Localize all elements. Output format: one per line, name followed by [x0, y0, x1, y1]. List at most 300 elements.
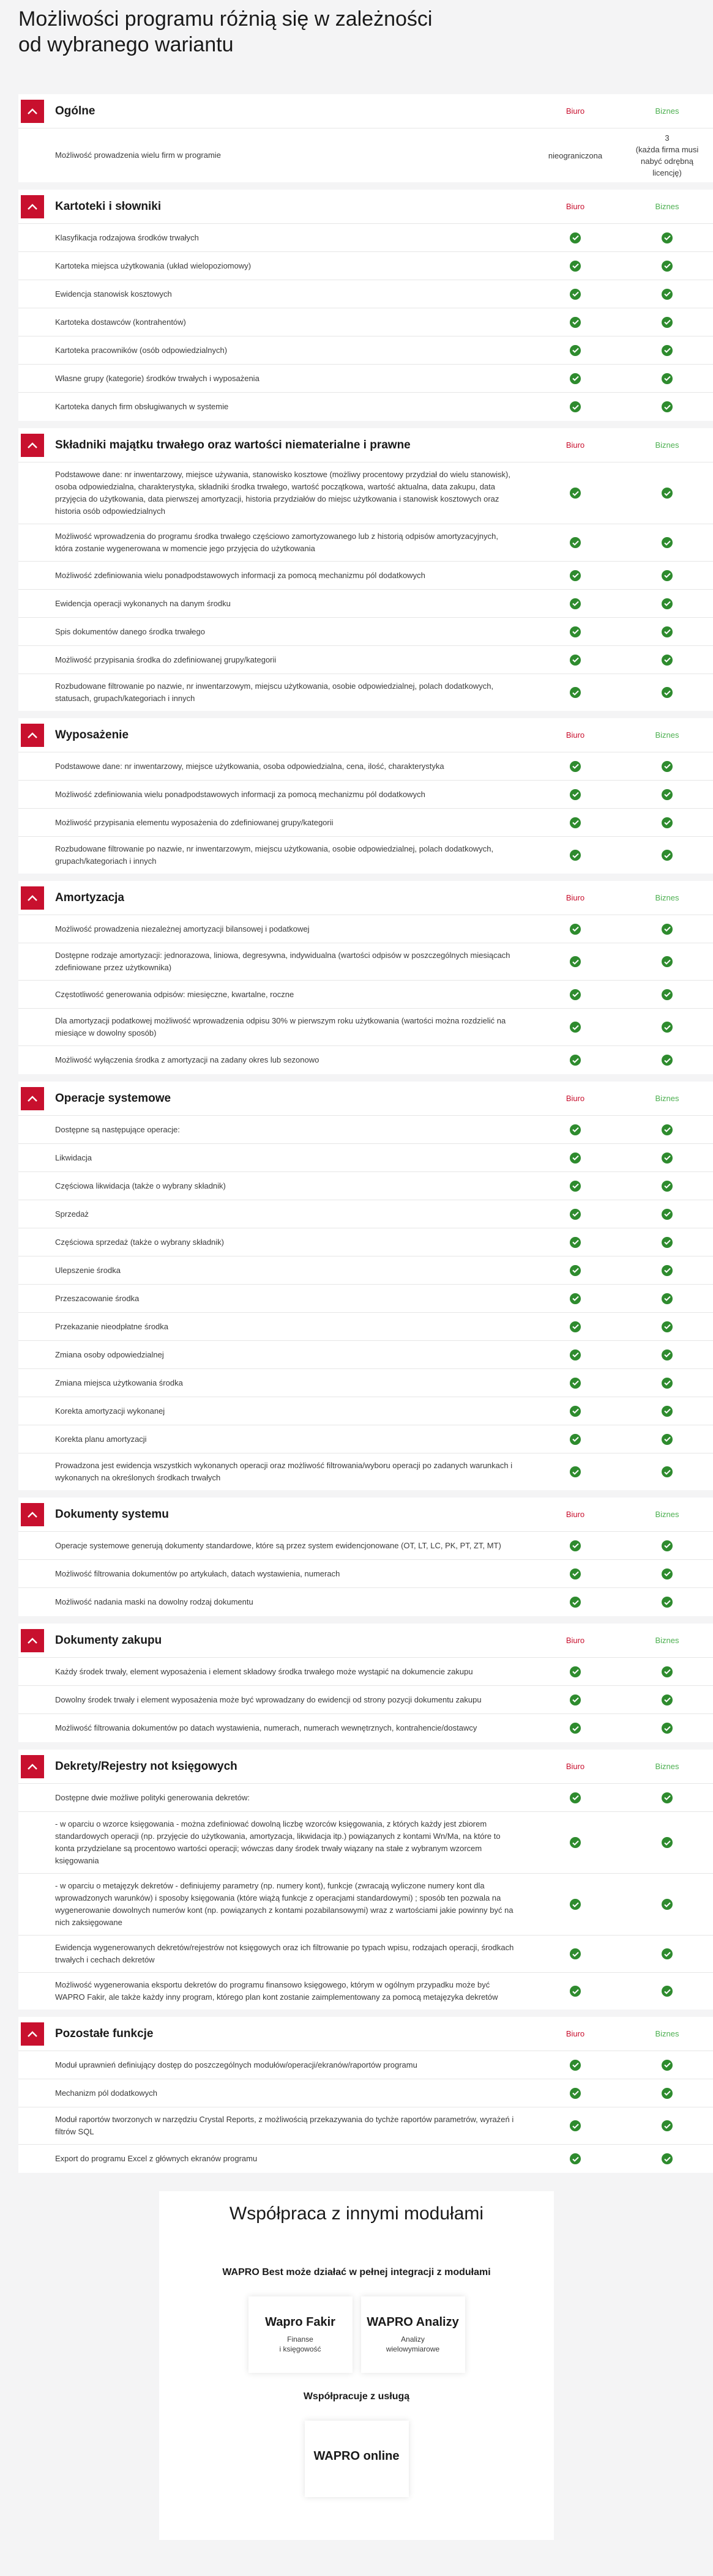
cell-biuro [529, 398, 621, 416]
check-circle-icon [662, 1022, 673, 1033]
column-header-biuro: Biuro [566, 2029, 585, 2038]
check-circle-icon [570, 655, 581, 666]
column-header-biznes: Biznes [655, 1094, 679, 1103]
chevron-up-icon[interactable] [21, 434, 44, 457]
value-biuro: nieograniczona [548, 150, 603, 160]
feature-row [18, 1256, 713, 1285]
feature-label: Dla amortyzacji podatkowej możliwość wprowadzenia odpisu 30% w pierwszym roku użytkowania (wartości można rozdzielić na miesiące w dowolny sposób) [55, 1016, 506, 1037]
module-card-description: Analizy wielowymiarowe [386, 2335, 440, 2353]
cell-biznes [621, 1318, 713, 1336]
feature-row [18, 252, 713, 280]
cell-biuro [529, 1149, 621, 1167]
check-circle-icon [662, 2153, 673, 2164]
cell-biznes [621, 1149, 713, 1167]
chevron-up-icon[interactable] [21, 1755, 44, 1778]
cell-biuro [529, 369, 621, 388]
feature-row [18, 224, 713, 252]
section-title: Ogólne [55, 104, 95, 117]
cell-biuro [529, 1895, 621, 1913]
feature-row [18, 1144, 713, 1172]
feature-section [18, 1498, 713, 1616]
check-circle-icon [570, 488, 581, 499]
feature-row [18, 646, 713, 674]
column-header-biuro: Biuro [566, 202, 585, 211]
feature-row [18, 1532, 713, 1560]
feature-label: Sprzedaż [55, 1209, 89, 1219]
cell-biznes [621, 1593, 713, 1611]
feature-label: Ewidencja stanowisk kosztowych [55, 289, 172, 299]
section-title: Pozostałe funkcje [55, 2027, 154, 2040]
cell-biznes [621, 1290, 713, 1308]
cell-biznes [621, 2056, 713, 2074]
check-circle-icon [662, 1948, 673, 1959]
column-header-biznes: Biznes [655, 2029, 679, 2038]
check-circle-icon [662, 1597, 673, 1608]
chevron-up-icon[interactable] [21, 1503, 44, 1526]
chevron-up-icon[interactable] [21, 2022, 44, 2046]
check-circle-icon [662, 1055, 673, 1066]
check-circle-icon [662, 488, 673, 499]
cell-biznes [621, 1346, 713, 1364]
check-circle-icon [570, 1986, 581, 1997]
cell-biznes [621, 398, 713, 416]
check-circle-icon [570, 289, 581, 300]
feature-label: Kartoteka dostawców (kontrahentów) [55, 317, 186, 327]
cell-biuro [529, 1691, 621, 1709]
feature-row [18, 674, 713, 711]
feature-row [18, 524, 713, 562]
check-circle-icon [662, 2088, 673, 2099]
feature-row [18, 1046, 713, 1074]
cell-biznes [621, 1018, 713, 1036]
feature-label: Moduł uprawnień definiujący dostęp do poszczególnych modułów/operacji/ekranów/raportów programu [55, 2060, 417, 2069]
feature-label: - w oparciu o wzorce księgowania - można zdefiniować dowolną liczbę wzorców księgowania, z których każdy jest zbiorem standardowych operacji (np. przyjęcie do użytkowania, amortyzacja, likwidacja itp.) powiązanych z kontami Wn/Ma, na które to konta przydzielane są procentowo wartości operacji; wówczas dany środek trwały wiązany na stałe z wybranym wzorcem księgowania [55, 1819, 501, 1865]
cell-biuro [529, 2084, 621, 2103]
cooperation-title: Współpraca z innymi modułami [229, 2203, 484, 2224]
cell-biznes [621, 1402, 713, 1420]
feature-label: Możliwość przypisania elementu wyposażenia do zdefiniowanej grupy/kategorii [55, 817, 334, 827]
feature-row [18, 2107, 713, 2145]
cell-biznes [621, 1374, 713, 1392]
column-header-biuro: Biuro [566, 440, 585, 450]
cell-biuro [529, 1663, 621, 1681]
cooperation-subtitle: WAPRO Best może działać w pełnej integracji z modułami [222, 2267, 491, 2277]
check-circle-icon [662, 261, 673, 272]
check-circle-icon [662, 1723, 673, 1734]
cell-biuro [529, 1593, 621, 1611]
cell-biznes [621, 595, 713, 613]
chevron-up-icon[interactable] [21, 724, 44, 747]
check-circle-icon [570, 1948, 581, 1959]
feature-section [18, 1750, 713, 2010]
feature-label: Prowadzona jest ewidencja wszystkich wykonanych operacji oraz możliwość filtrowania/wyboru operacji po zadanych warunkach i wykonanych na określonych środkach trwałych [55, 1461, 513, 1482]
feature-label: Rozbudowane filtrowanie po nazwie, nr inwentarzowym, miejscu użytkowania, osobie odpowiedzialnej, polach dodatkowych, statusach, grupach/kategoriach i innych [55, 681, 494, 703]
cell-biznes [621, 785, 713, 804]
section-header[interactable] [18, 94, 713, 128]
cooperation-section [159, 2191, 554, 2540]
check-circle-icon [662, 570, 673, 581]
check-circle-icon [570, 598, 581, 609]
check-circle-icon [570, 850, 581, 861]
section-header[interactable] [18, 428, 713, 462]
column-header-biznes: Biznes [655, 1762, 679, 1771]
cell-biznes [621, 846, 713, 864]
cell-biznes [621, 1945, 713, 1963]
feature-row [18, 752, 713, 781]
feature-label: Zmiana osoby odpowiedzialnej [55, 1349, 164, 1359]
cell-biznes [621, 952, 713, 971]
check-circle-icon [570, 956, 581, 967]
check-circle-icon [570, 1540, 581, 1551]
check-circle-icon [662, 1378, 673, 1389]
cell-biuro [529, 1261, 621, 1280]
cell-biznes [621, 985, 713, 1004]
feature-label: Przeszacowanie środka [55, 1293, 140, 1303]
feature-label: Moduł raportów tworzonych w narzędziu Crystal Reports, z możliwością przekazywania do tychże raportów parametrów, wyrażeń i filtrów SQL [55, 2115, 514, 2136]
feature-row [18, 1560, 713, 1588]
cell-biuro [529, 683, 621, 702]
feature-row [18, 1313, 713, 1341]
feature-label: Likwidacja [55, 1153, 92, 1162]
column-header-biuro: Biuro [566, 730, 585, 740]
section-header[interactable] [18, 2017, 713, 2051]
cell-biznes [621, 484, 713, 502]
feature-section [18, 718, 713, 874]
page-title-line-2: od wybranego wariantu [18, 33, 234, 56]
cell-biuro [529, 1051, 621, 1069]
section-title: Dokumenty systemu [55, 1507, 169, 1521]
feature-label: Dostępne są następujące operacje: [55, 1124, 180, 1134]
cell-biznes [621, 2084, 713, 2103]
cell-biuro [529, 257, 621, 275]
check-circle-icon [570, 1792, 581, 1803]
column-header-biznes: Biznes [655, 893, 679, 902]
check-circle-icon [570, 1694, 581, 1706]
cell-biuro [529, 566, 621, 585]
feature-label: Możliwość wygenerowania eksportu dekretów do programu finansowo księgowego, którym w ogólnym przypadku może być WAPRO Fakir, ale także każdy inny program, którego plan kont zostanie zaimplementowany za pomocą metajęzyka dekretów [55, 1980, 498, 2002]
module-card-analizy[interactable] [361, 2296, 465, 2373]
check-circle-icon [662, 1466, 673, 1477]
cell-biuro [529, 285, 621, 303]
feature-row [18, 1425, 713, 1453]
check-circle-icon [570, 1055, 581, 1066]
cell-biznes [621, 683, 713, 702]
cell-biznes [621, 1463, 713, 1481]
feature-row [18, 1116, 713, 1144]
feature-row [18, 308, 713, 336]
check-circle-icon [570, 373, 581, 384]
check-circle-icon [662, 1666, 673, 1677]
cell-biuro [529, 1374, 621, 1392]
cell-biuro [529, 1402, 621, 1420]
feature-section [18, 428, 713, 711]
cell-biznes [621, 313, 713, 332]
feature-row [18, 393, 713, 421]
check-circle-icon [570, 1321, 581, 1332]
service-card-name: WAPRO online [313, 2449, 400, 2463]
feature-label: Możliwość wyłączenia środka z amortyzacji na zadany okres lub sezonowo [55, 1055, 319, 1064]
section-header[interactable] [18, 718, 713, 752]
cell-biznes [621, 920, 713, 938]
check-circle-icon [570, 232, 581, 243]
feature-row [18, 1397, 713, 1425]
check-circle-icon [662, 989, 673, 1000]
check-circle-icon [662, 2120, 673, 2131]
cell-biznes [621, 229, 713, 247]
cell-biznes [621, 1982, 713, 2000]
section-title: Wyposażenie [55, 728, 129, 741]
module-cards [159, 2296, 554, 2373]
chevron-up-icon[interactable] [21, 1629, 44, 1652]
cell-biznes [621, 2150, 713, 2168]
feature-row [18, 128, 713, 182]
feature-label: Ulepszenie środka [55, 1265, 121, 1275]
feature-label: - w oparciu o metajęzyk dekretów - definiujemy parametry (np. numery kont), funkcje (zwracają wyliczone numery kont dla wprowadzonych warunków) i sposoby księgowania (które wiążą funkcje z operacjami standardowymi) ; sposób ten pozwala na wygenerowanie dowolnych numerów kont (np. powiązanych z kontami pozabilansowymi) wraz z wartościami jakie powinny być na nich zaksięgowane [55, 1881, 513, 1927]
column-header-biznes: Biznes [655, 106, 679, 116]
feature-row [18, 1874, 713, 1936]
section-title: Operacje systemowe [55, 1091, 171, 1105]
cell-biznes [621, 257, 713, 275]
check-circle-icon [570, 789, 581, 800]
cell-biznes [621, 1565, 713, 1583]
chevron-up-icon[interactable] [21, 195, 44, 218]
cell-biuro [529, 1833, 621, 1852]
feature-row [18, 1453, 713, 1490]
module-card-name: WAPRO Analizy [367, 2315, 459, 2329]
feature-label: Operacje systemowe generują dokumenty standardowe, które są przez system ewidencjonowane (OT, LT, LC, PK, PT, ZT, MT) [55, 1540, 501, 1550]
section-title: Amortyzacja [55, 891, 124, 904]
cell-biuro [529, 1430, 621, 1449]
feature-label: Korekta planu amortyzacji [55, 1434, 147, 1444]
feature-label: Ewidencja wygenerowanych dekretów/rejestrów not księgowych oraz ich filtrowanie po typach wpisu, rodzajach operacji, środkach trwałych i cechach dekretów [55, 1943, 514, 1964]
cell-biznes [621, 285, 713, 303]
check-circle-icon [570, 401, 581, 412]
feature-label: Klasyfikacja rodzajowa środków trwałych [55, 232, 199, 242]
cell-biuro [529, 952, 621, 971]
feature-row [18, 943, 713, 981]
feature-label: Kartoteka miejsca użytkowania (układ wielopoziomowy) [55, 261, 252, 270]
service-card-wapro-online[interactable] [305, 2421, 409, 2497]
check-circle-icon [570, 2088, 581, 2099]
feature-row [18, 280, 713, 308]
check-circle-icon [662, 1986, 673, 1997]
cell-biznes [621, 533, 713, 552]
feature-section [18, 2017, 713, 2173]
cell-biuro [529, 2056, 621, 2074]
section-title: Kartoteki i słowniki [55, 199, 162, 213]
check-circle-icon [570, 537, 581, 548]
check-circle-icon [662, 1899, 673, 1910]
column-header-biuro: Biuro [566, 893, 585, 902]
column-header-biznes: Biznes [655, 1510, 679, 1519]
check-circle-icon [570, 924, 581, 935]
check-circle-icon [570, 261, 581, 272]
module-card-description: Finanse i księgowość [279, 2335, 321, 2353]
feature-label: Możliwość zdefiniowania wielu ponadpodstawowych informacji za pomocą mechanizmu pól dodatkowych [55, 789, 425, 799]
feature-label: Podstawowe dane: nr inwentarzowy, miejsce używania, stanowisko kosztowe (możliwy procentowy przydział do wielu stanowisk), osoba odpowiedzialna, charakterystyka, składniki środka trwałego, wartość początkowa, wartość aktualna, data zakupu, data przyjęcia do użytkowania, data pierwszej amortyzacji, historia przydziałów do miejsc użytkowania i stanowisk kosztowych oraz historia osób odpowiedzialnych [55, 470, 510, 516]
check-circle-icon [570, 1124, 581, 1135]
feature-row [18, 1369, 713, 1397]
page-title-line-1: Możliwości programu różnią się w zależności [18, 7, 433, 31]
check-circle-icon [662, 655, 673, 666]
feature-label: Możliwość filtrowania dokumentów po artykułach, datach wystawienia, numerach [55, 1568, 340, 1578]
cell-biuro [529, 1290, 621, 1308]
check-circle-icon [570, 1378, 581, 1389]
feature-label: Spis dokumentów danego środka trwałego [55, 626, 205, 636]
cell-biznes [621, 814, 713, 832]
feature-label: Częstotliwość generowania odpisów: miesięczne, kwartalne, roczne [55, 989, 294, 999]
feature-label: Każdy środek trwały, element wyposażenia i element składowy środka trwałego może wystąpić na dokumencie zakupu [55, 1666, 473, 1676]
cell-biuro [529, 1789, 621, 1807]
section-header[interactable] [18, 190, 713, 224]
cell-biuro [529, 985, 621, 1004]
check-circle-icon [662, 1209, 673, 1220]
cell-biuro [529, 1537, 621, 1555]
feature-label: Ewidencja operacji wykonanych na danym środku [55, 598, 231, 608]
feature-row [18, 1172, 713, 1200]
feature-label: Możliwość prowadzenia niezależnej amortyzacji bilansowej i podatkowej [55, 924, 310, 934]
cell-biuro [529, 846, 621, 864]
cell-biznes [621, 1691, 713, 1709]
section-header[interactable] [18, 1624, 713, 1658]
cell-biuro [529, 2117, 621, 2135]
feature-section [18, 1624, 713, 1742]
chevron-up-icon[interactable] [21, 100, 44, 123]
check-circle-icon [570, 345, 581, 356]
column-header-biznes: Biznes [655, 730, 679, 740]
section-title: Dokumenty zakupu [55, 1633, 162, 1647]
page-title [0, 0, 713, 94]
bottom-spacer [0, 2540, 713, 2552]
cell-biuro [529, 533, 621, 552]
cell-biuro [529, 1205, 621, 1223]
column-header-biuro: Biuro [566, 106, 585, 116]
feature-label: Możliwość wprowadzenia do programu środka trwałego częściowo zamortyzowanego lub z historią odpisów amortyzacyjnych, która zostanie wygenerowana w momencie jego przyjęcia do użytkowania [55, 532, 498, 553]
feature-label: Rozbudowane filtrowanie po nazwie, nr inwentarzowym, miejscu użytkowania, osobie odpowiedzialnej, polach dodatkowych, grupach/kategoriach i innych [55, 844, 494, 866]
section-title: Składniki majątku trwałego oraz wartości niematerialne i prawne [55, 438, 411, 451]
cell-biuro [529, 313, 621, 332]
cell-biznes [621, 2117, 713, 2135]
check-circle-icon [662, 1181, 673, 1192]
section-title: Dekrety/Rejestry not księgowych [55, 1759, 237, 1773]
feature-label: Możliwość filtrowania dokumentów po datach wystawienia, numerach, numerach wewnętrznych, kontrahencie/dostawcy [55, 1723, 477, 1732]
cell-biznes [621, 1663, 713, 1681]
column-header-biuro: Biuro [566, 1510, 585, 1519]
check-circle-icon [662, 345, 673, 356]
feature-row [18, 837, 713, 874]
feature-row [18, 1658, 713, 1686]
check-circle-icon [570, 1837, 581, 1848]
check-circle-icon [662, 2060, 673, 2071]
feature-row [18, 809, 713, 837]
check-circle-icon [662, 1694, 673, 1706]
section-header[interactable] [18, 1750, 713, 1784]
cell-biznes [621, 1177, 713, 1195]
check-circle-icon [570, 1666, 581, 1677]
feature-label: Zmiana miejsca użytkowania środka [55, 1378, 183, 1387]
check-circle-icon [662, 761, 673, 772]
check-circle-icon [570, 1209, 581, 1220]
cell-biznes [621, 757, 713, 776]
check-circle-icon [662, 289, 673, 300]
chevron-up-icon[interactable] [21, 1087, 44, 1110]
feature-row [18, 2051, 713, 2079]
check-circle-icon [662, 850, 673, 861]
feature-label: Częściowa likwidacja (także o wybrany składnik) [55, 1181, 226, 1190]
feature-row [18, 981, 713, 1009]
section-header[interactable] [18, 881, 713, 915]
check-circle-icon [570, 1022, 581, 1033]
column-header-biuro: Biuro [566, 1094, 585, 1103]
module-card-fakir[interactable] [248, 2296, 353, 2373]
cell-biuro [529, 484, 621, 502]
feature-row [18, 1588, 713, 1616]
check-circle-icon [662, 1124, 673, 1135]
section-header[interactable] [18, 1082, 713, 1116]
check-circle-icon [662, 1434, 673, 1445]
check-circle-icon [570, 1265, 581, 1276]
check-circle-icon [570, 1597, 581, 1608]
feature-row [18, 1714, 713, 1742]
cell-biznes [621, 1051, 713, 1069]
feature-label: Częściowa sprzedaż (także o wybrany składnik) [55, 1237, 224, 1247]
column-header-biuro: Biuro [566, 1636, 585, 1645]
check-circle-icon [570, 317, 581, 328]
feature-row [18, 915, 713, 943]
check-circle-icon [662, 1321, 673, 1332]
check-circle-icon [570, 1568, 581, 1579]
module-card-name: Wapro Fakir [265, 2315, 335, 2329]
cell-biuro [529, 1318, 621, 1336]
check-circle-icon [662, 789, 673, 800]
check-circle-icon [570, 989, 581, 1000]
value-biznes: 3 (każda firma musi nabyć odrębną licencję) [635, 133, 699, 177]
feature-label: Export do programu Excel z głównych ekranów programu [55, 2154, 258, 2163]
cell-biuro [529, 814, 621, 832]
check-circle-icon [662, 817, 673, 828]
cell-biznes [621, 1719, 713, 1737]
cell-biuro [529, 1233, 621, 1252]
check-circle-icon [570, 1406, 581, 1417]
chevron-up-icon[interactable] [21, 886, 44, 910]
check-circle-icon [662, 956, 673, 967]
cell-biuro [529, 1565, 621, 1583]
check-circle-icon [662, 1837, 673, 1848]
feature-section [18, 1082, 713, 1490]
check-circle-icon [662, 1792, 673, 1803]
feature-label: Mechanizm pól dodatkowych [55, 2088, 157, 2098]
check-circle-icon [662, 232, 673, 243]
feature-label: Przekazanie nieodpłatne środka [55, 1321, 169, 1331]
cell-biznes [621, 566, 713, 585]
check-circle-icon [662, 537, 673, 548]
cell-biznes [621, 369, 713, 388]
cell-biuro [529, 1945, 621, 1963]
cell-biznes [621, 1121, 713, 1139]
cell-biznes [621, 1895, 713, 1913]
section-header[interactable] [18, 1498, 713, 1532]
feature-row [18, 1784, 713, 1812]
feature-label: Kartoteka danych firm obsługiwanych w systemie [55, 402, 229, 411]
check-circle-icon [570, 1237, 581, 1248]
column-header-biuro: Biuro [566, 1762, 585, 1771]
check-circle-icon [570, 1434, 581, 1445]
cell-biznes [621, 1233, 713, 1252]
cell-biznes [621, 1430, 713, 1449]
check-circle-icon [662, 598, 673, 609]
check-circle-icon [570, 817, 581, 828]
column-header-biznes: Biznes [655, 1636, 679, 1645]
